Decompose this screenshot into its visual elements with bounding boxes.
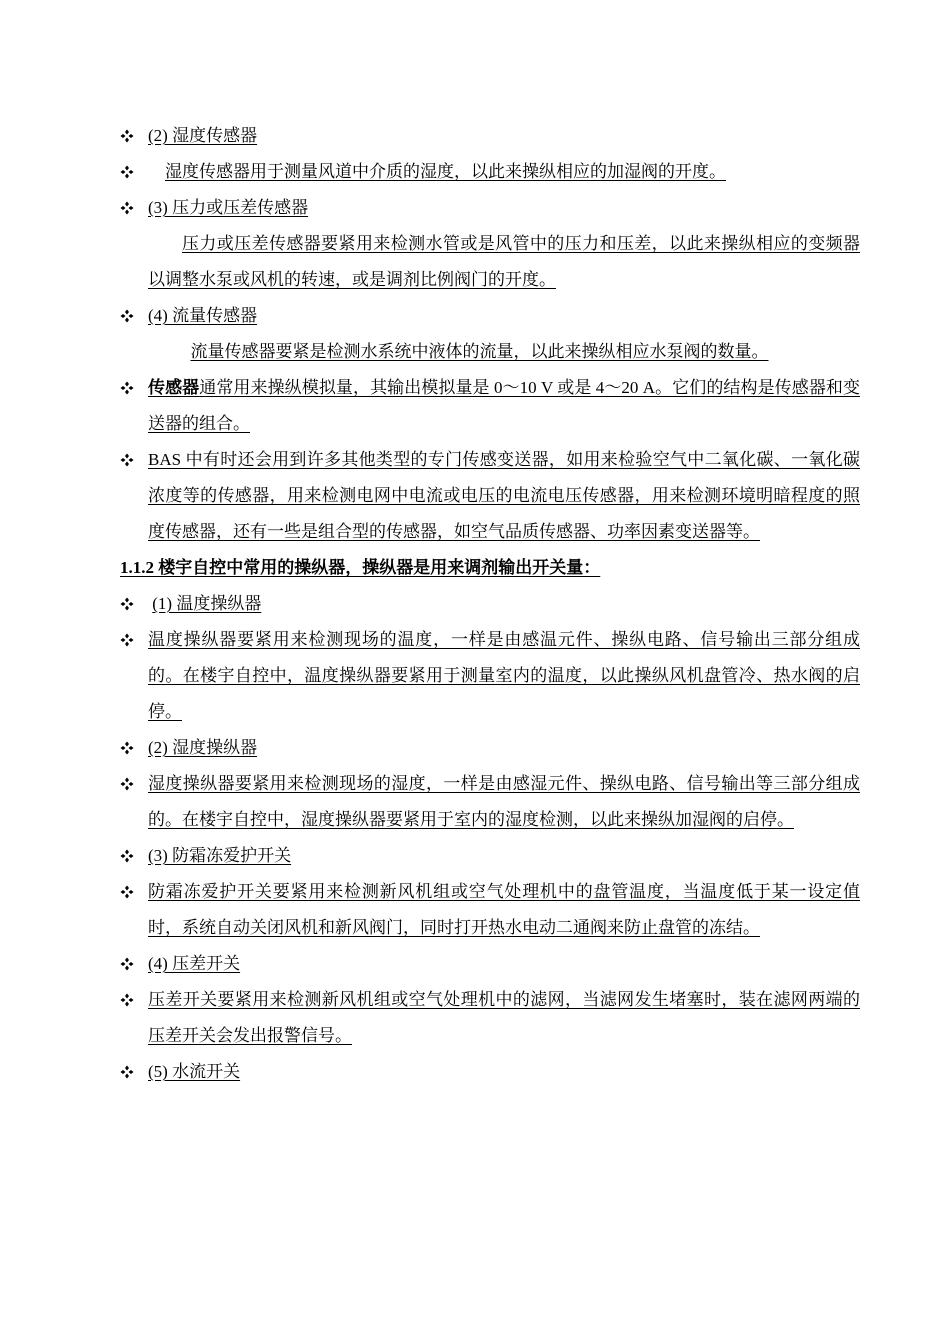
diamond-bullet-icon	[120, 838, 142, 874]
diamond-bullet-icon	[120, 946, 142, 982]
diamond-bullet-icon	[120, 298, 142, 334]
bold-term: 传感器	[148, 378, 200, 397]
list-item-text: (3) 防霜冻爱护开关	[148, 846, 292, 865]
list-item-text: 湿度操纵器要紧用来检测现场的湿度，一样是由感湿元件、操纵电路、信号输出等三部分组成的。在楼宇自控中，湿度操纵器要紧用于室内的湿度检测，以此来操纵加湿阀的启停。	[148, 774, 860, 829]
paragraph	[120, 334, 860, 370]
list-item-text: (1) 温度操纵器	[152, 594, 262, 613]
diamond-bullet-icon	[120, 586, 142, 622]
list-item-text: 通常用来操纵模拟量，其输出模拟量是 0～10 V 或是 4～20 A。它们的结构是传感器和变送器的组合。	[148, 378, 861, 433]
paragraph	[120, 226, 860, 298]
diamond-bullet-icon	[120, 874, 142, 910]
diamond-bullet-icon	[120, 1054, 142, 1090]
list-item	[120, 874, 860, 946]
list-item-text: (4) 流量传感器	[148, 306, 258, 325]
list-item	[120, 298, 860, 334]
list-item	[120, 118, 860, 154]
diamond-bullet-icon	[120, 622, 142, 658]
diamond-bullet-icon	[120, 730, 142, 766]
diamond-bullet-icon	[120, 190, 142, 226]
list-item	[120, 1054, 860, 1090]
list-item	[120, 766, 860, 838]
list-item-text: (3) 压力或压差传感器	[148, 198, 309, 217]
list-item	[120, 370, 860, 442]
diamond-bullet-icon	[120, 118, 142, 154]
list-item-text: 湿度传感器用于测量风道中介质的湿度，以此来操纵相应的加湿阀的开度。	[165, 162, 726, 181]
list-item-text: BAS 中有时还会用到许多其他类型的专门传感变送器，如用来检验空气中二氧化碳、一氧化碳浓度等的传感器，用来检测电网中电流或电压的电流电压传感器，用来检测环境明暗程度的照度传感器，还有一些是组合型的传感器，如空气品质传感器、功率因素变送器等。	[148, 450, 860, 541]
diamond-bullet-icon	[120, 982, 142, 1018]
list-item-text: 防霜冻爱护开关要紧用来检测新风机组或空气处理机中的盘管温度，当温度低于某一设定值时，系统自动关闭风机和新风阀门，同时打开热水电动二通阀来防止盘管的冻结。	[148, 882, 860, 937]
list-item	[120, 442, 860, 550]
list-item	[120, 622, 860, 730]
document-body	[120, 118, 860, 1090]
section-heading	[120, 550, 860, 586]
list-item	[120, 190, 860, 226]
list-item-text: (5) 水流开关	[148, 1062, 241, 1081]
list-item-text: (2) 湿度传感器	[148, 126, 258, 145]
list-item	[120, 946, 860, 982]
list-item-text: (2) 湿度操纵器	[148, 738, 258, 757]
list-item	[120, 982, 860, 1054]
list-item	[120, 154, 860, 190]
list-item	[120, 586, 860, 622]
paragraph-text: 流量传感器要紧是检测水系统中液体的流量，以此来操纵相应水泵阀的数量。	[190, 342, 769, 361]
list-item	[120, 730, 860, 766]
heading-text: 1.1.2 楼宇自控中常用的操纵器，操纵器是用来调剂输出开关量：	[120, 558, 601, 577]
diamond-bullet-icon	[120, 766, 142, 802]
list-item-text: 压差开关要紧用来检测新风机组或空气处理机中的滤网，当滤网发生堵塞时，装在滤网两端的压差开关会发出报警信号。	[148, 990, 860, 1045]
list-item-text: (4) 压差开关	[148, 954, 241, 973]
diamond-bullet-icon	[120, 370, 142, 406]
list-item	[120, 838, 860, 874]
paragraph-text: 压力或压差传感器要紧用来检测水管或是风管中的压力和压差，以此来操纵相应的变频器以调整水泵或风机的转速，或是调剂比例阀门的开度。	[148, 234, 860, 289]
diamond-bullet-icon	[120, 442, 142, 478]
list-item-text: 温度操纵器要紧用来检测现场的温度，一样是由感温元件、操纵电路、信号输出三部分组成的。在楼宇自控中，温度操纵器要紧用于测量室内的温度，以此操纵风机盘管冷、热水阀的启停。	[148, 630, 860, 721]
diamond-bullet-icon	[120, 154, 142, 190]
